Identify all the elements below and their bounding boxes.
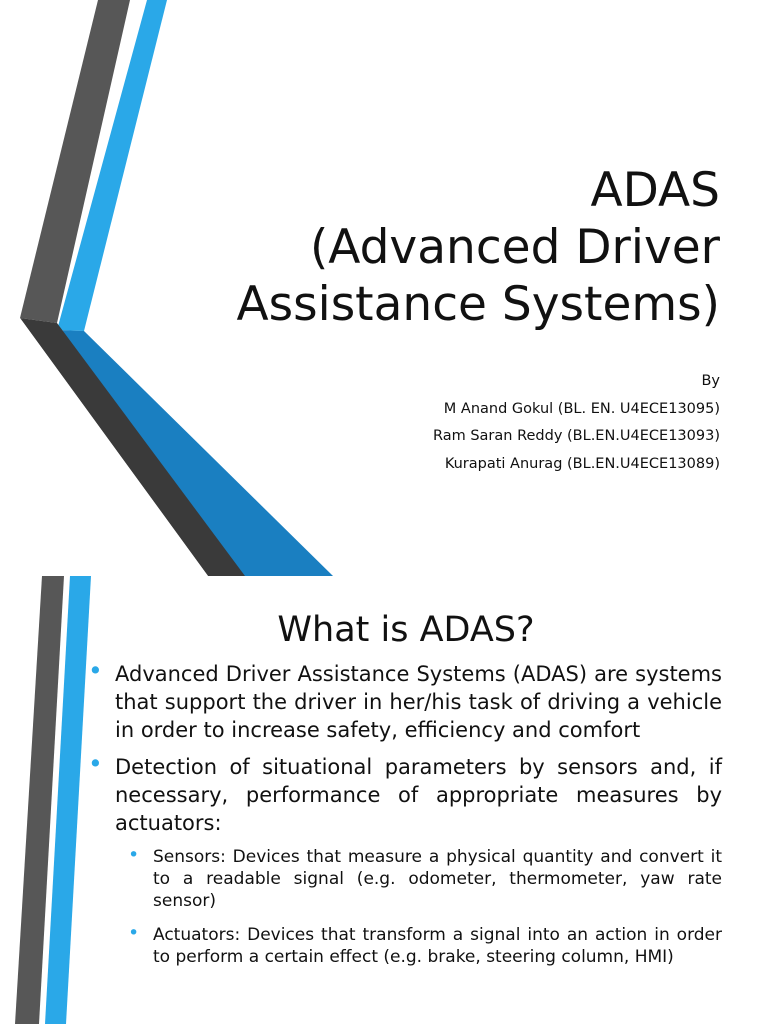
- sub-bullet-item: • Actuators: Devices that transform a signal into an action in order to perform a certain effect (e.g. brake, steering column, HMI): [88, 924, 722, 968]
- bullet-list: [88, 660, 722, 980]
- title-line: ADAS: [590, 163, 720, 218]
- author-list: [300, 368, 720, 478]
- bullet-item: • Advanced Driver Assistance Systems (ADAS) are systems that support the driver in her/his task of driving a vehicle in order to increase safety, efficiency and comfort: [88, 660, 722, 744]
- sub-bullet-item: • Sensors: Devices that measure a physical quantity and convert it to a readable signal (e.g. odometer, thermometer, yaw rate sensor): [88, 846, 722, 912]
- content-slide: [0, 576, 768, 1024]
- by-label: By: [701, 373, 720, 389]
- title-line: (Advanced Driver: [309, 220, 720, 275]
- bullet-item: • Detection of situational parameters by sensors and, if necessary, performance of appropriate measures by actuators:: [88, 753, 722, 837]
- author: M Anand Gokul (BL. EN. U4ECE13095): [443, 400, 720, 417]
- slide-title: [160, 162, 720, 333]
- title-line: Assistance Systems): [236, 277, 720, 332]
- author: Kurapati Anurag (BL.EN.U4ECE13089): [444, 455, 720, 472]
- author: Ram Saran Reddy (BL.EN.U4ECE13093): [432, 428, 720, 444]
- slide-title: What is ADAS?: [277, 610, 535, 650]
